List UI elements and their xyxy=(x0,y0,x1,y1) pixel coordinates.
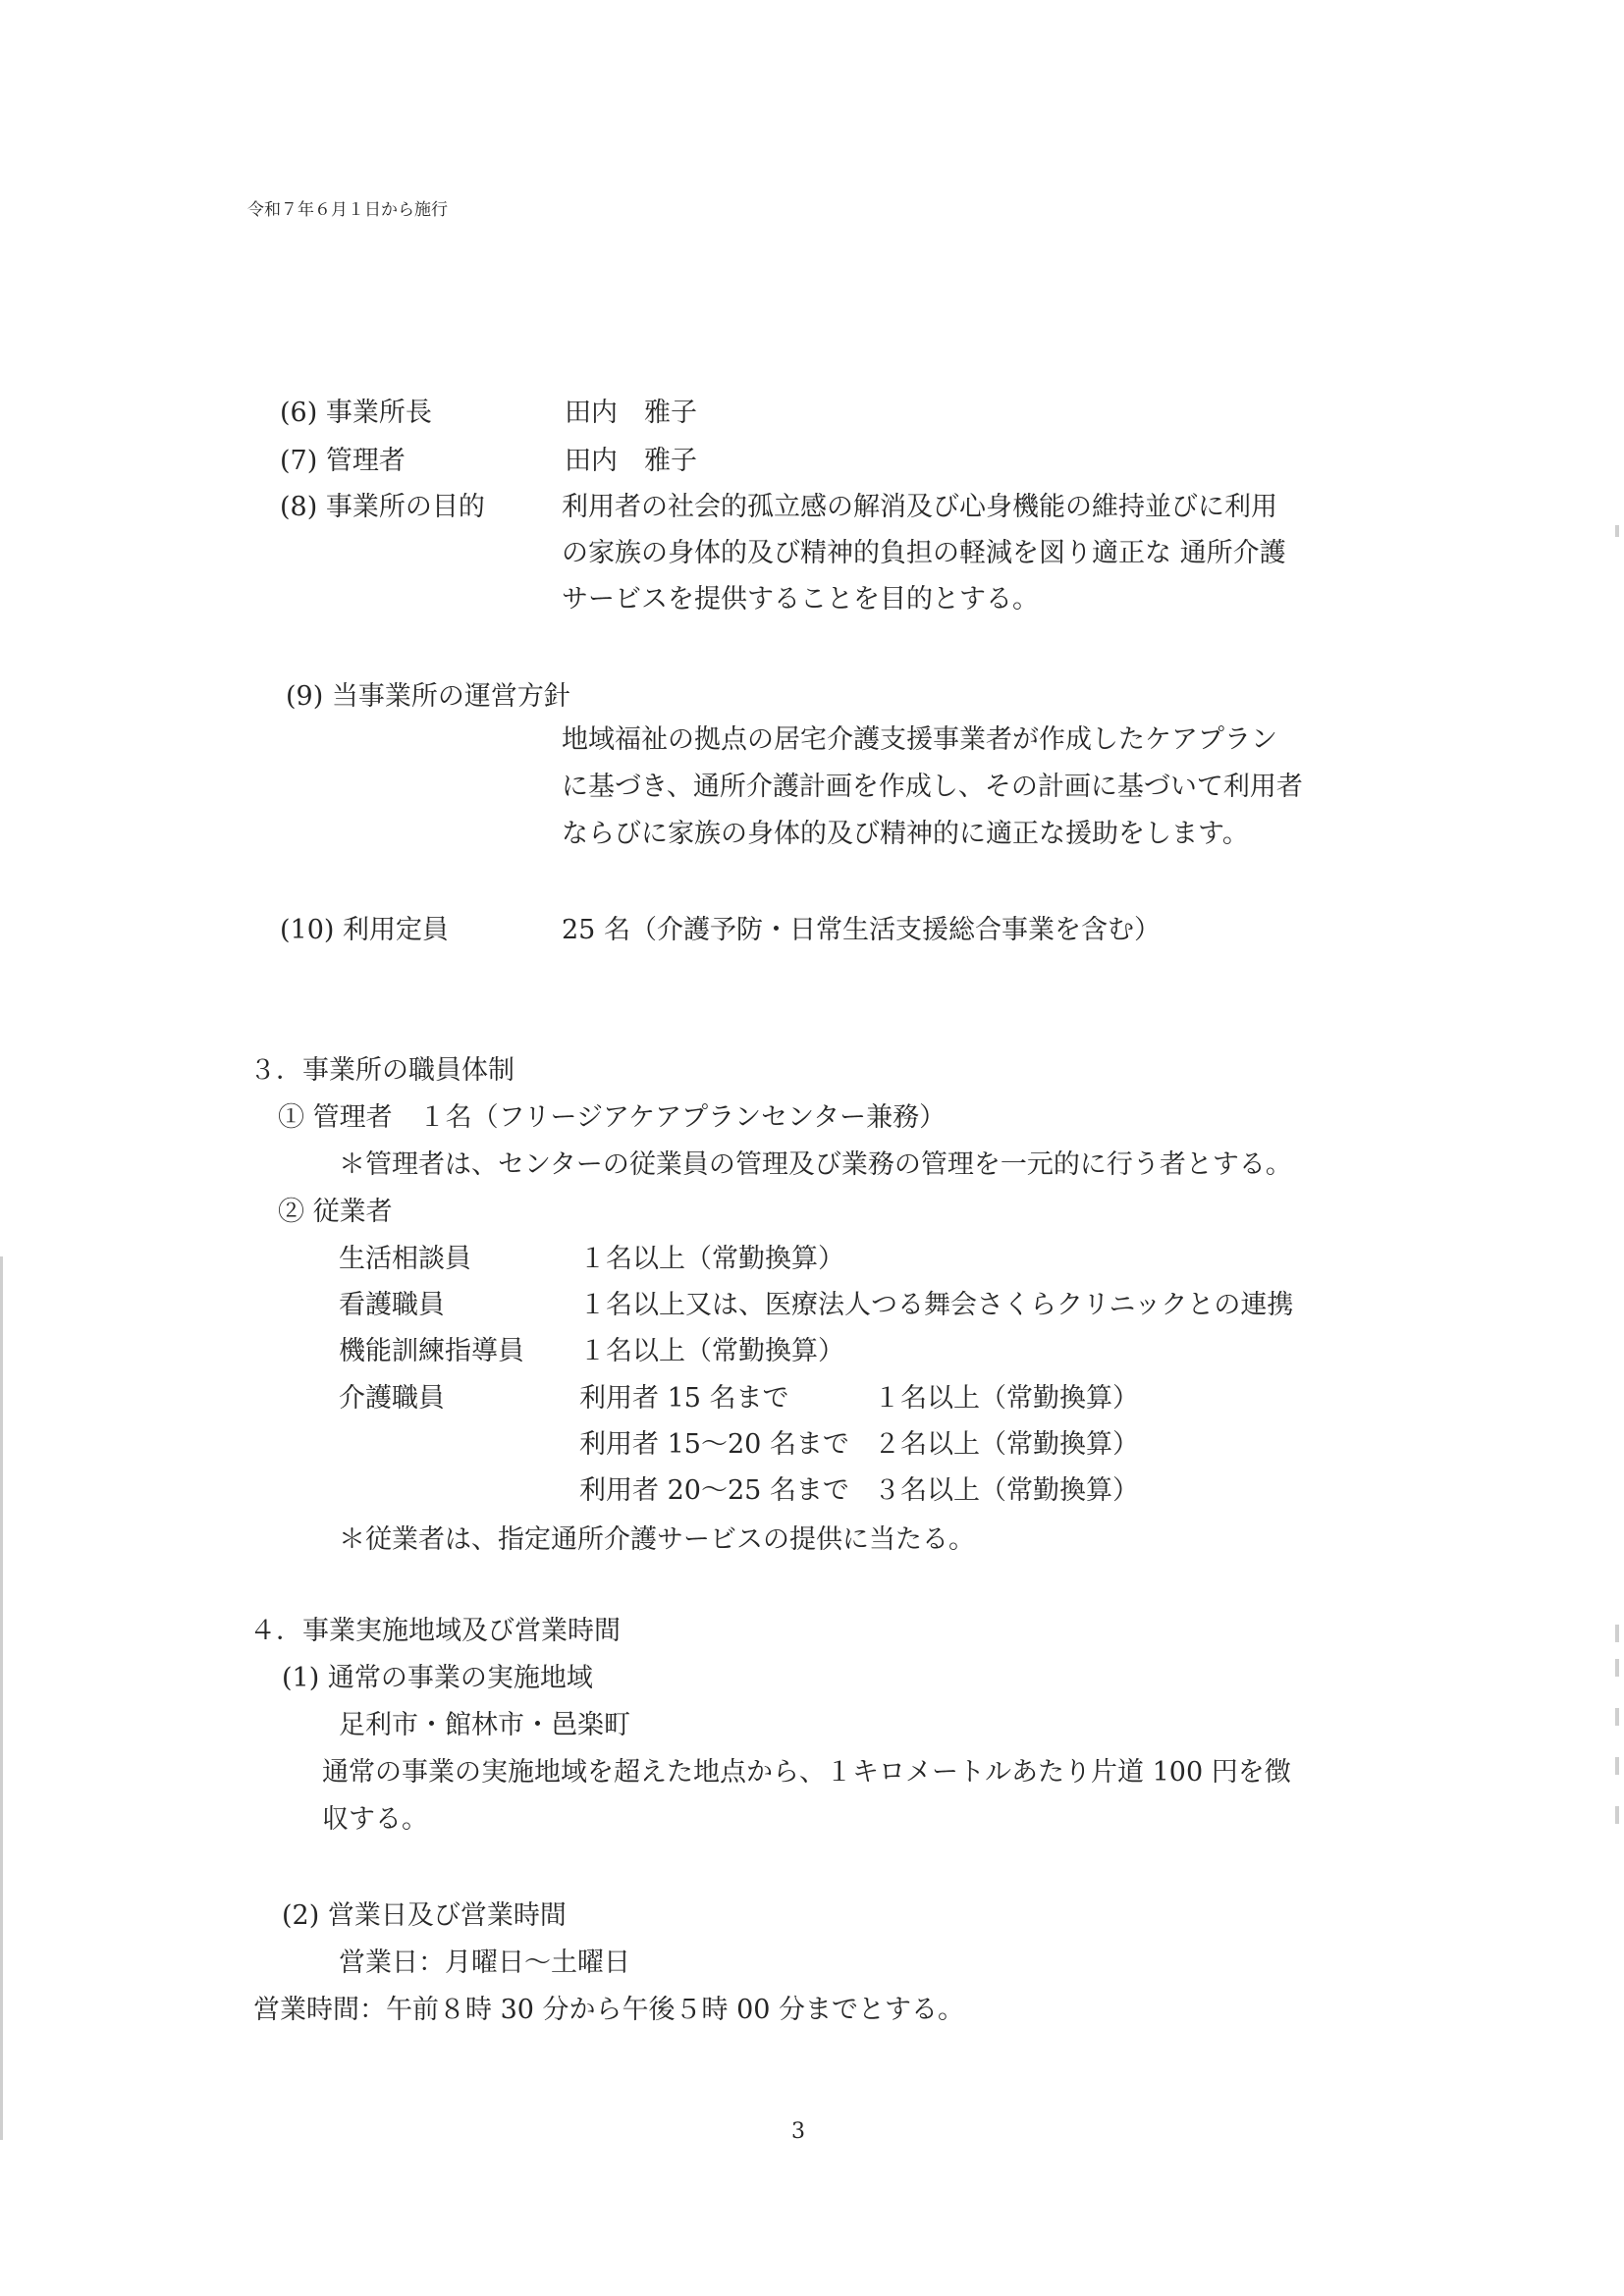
section4-heading: ４．事業実施地域及び営業時間 xyxy=(249,1616,621,1646)
section3-manager-line: ① 管理者 １名（フリージアケアプランセンター兼務） xyxy=(278,1102,947,1133)
item-policy-line: 地域福祉の拠点の居宅介護支援事業者が作成したケアプラン xyxy=(562,724,1277,755)
staff-detail: １名以上（常勤換算） xyxy=(579,1336,844,1366)
item-capacity-label: (10) 利用定員 xyxy=(280,915,450,945)
scan-mark-right xyxy=(1615,525,1619,537)
item-purpose-label: (8) 事業所の目的 xyxy=(280,492,485,522)
staff-detail: １名以上（常勤換算） xyxy=(579,1244,844,1274)
staff-role: 生活相談員 xyxy=(339,1244,471,1274)
section4-area-fee: 通常の事業の実施地域を超えた地点から、１キロメートルあたり片道 100 円を徴 xyxy=(322,1757,1291,1788)
section3-manager-note: ＊管理者は、センターの従業員の管理及び業務の管理を一元的に行う者とする。 xyxy=(339,1149,1292,1180)
item-director-value: 田内 雅子 xyxy=(565,398,697,428)
care-count: ３名以上（常勤換算） xyxy=(874,1475,1139,1506)
item-policy-label: (9) 当事業所の運営方針 xyxy=(286,681,570,712)
scan-mark-right xyxy=(1615,1625,1619,1642)
item-purpose-line: の家族の身体的及び精神的負担の軽減を図り適正な 通所介護 xyxy=(562,538,1286,568)
item-director-label: (6) 事業所長 xyxy=(280,398,432,428)
item-purpose-line: サービスを提供することを目的とする。 xyxy=(562,584,1039,614)
care-role: 介護職員 xyxy=(339,1383,445,1414)
section4-business-days: 営業日：月曜日～土曜日 xyxy=(339,1948,630,1978)
item-capacity-value: 25 名（介護予防・日常生活支援総合事業を含む） xyxy=(562,915,1161,945)
staff-role: 看護職員 xyxy=(339,1290,445,1320)
section3-staff-note: ＊従業者は、指定通所介護サービスの提供に当たる。 xyxy=(339,1524,975,1555)
care-range: 利用者 20～25 名まで xyxy=(579,1475,849,1506)
care-range: 利用者 15～20 名まで xyxy=(579,1429,849,1460)
scan-mark-right xyxy=(1615,1659,1619,1677)
effective-date: 令和７年６月１日から施行 xyxy=(247,200,448,220)
section4-area-cities: 足利市・館林市・邑楽町 xyxy=(339,1710,630,1740)
page-number: 3 xyxy=(791,2119,805,2144)
scan-mark-right xyxy=(1615,1708,1619,1726)
section4-business-hours: 営業時間：午前８時 30 分から午後５時 00 分までとする。 xyxy=(253,1995,965,2025)
item-policy-line: に基づき、通所介護計画を作成し、その計画に基づいて利用者 xyxy=(562,772,1303,802)
section3-heading: ３．事業所の職員体制 xyxy=(249,1055,514,1086)
staff-detail: １名以上又は、医療法人つる舞会さくらクリニックとの連携 xyxy=(579,1290,1294,1320)
scan-mark-right xyxy=(1615,1757,1619,1775)
staff-role: 機能訓練指導員 xyxy=(339,1336,524,1366)
care-count: ２名以上（常勤換算） xyxy=(874,1429,1139,1460)
section4-area-heading: (1) 通常の事業の実施地域 xyxy=(282,1663,593,1693)
care-count: １名以上（常勤換算） xyxy=(874,1383,1139,1414)
scan-mark-right xyxy=(1615,1806,1619,1824)
scan-edge-left xyxy=(0,1256,3,2140)
section4-area-fee: 収する。 xyxy=(322,1804,428,1835)
item-policy-line: ならびに家族の身体的及び精神的に適正な援助をします。 xyxy=(562,819,1249,849)
section4-hours-heading: (2) 営業日及び営業時間 xyxy=(282,1900,567,1931)
section3-staff-heading: ② 従業者 xyxy=(278,1197,393,1227)
item-manager-value: 田内 雅子 xyxy=(565,446,697,476)
care-range: 利用者 15 名まで xyxy=(579,1383,789,1414)
item-purpose-line: 利用者の社会的孤立感の解消及び心身機能の維持並びに利用 xyxy=(562,492,1277,522)
item-manager-label: (7) 管理者 xyxy=(280,446,406,476)
